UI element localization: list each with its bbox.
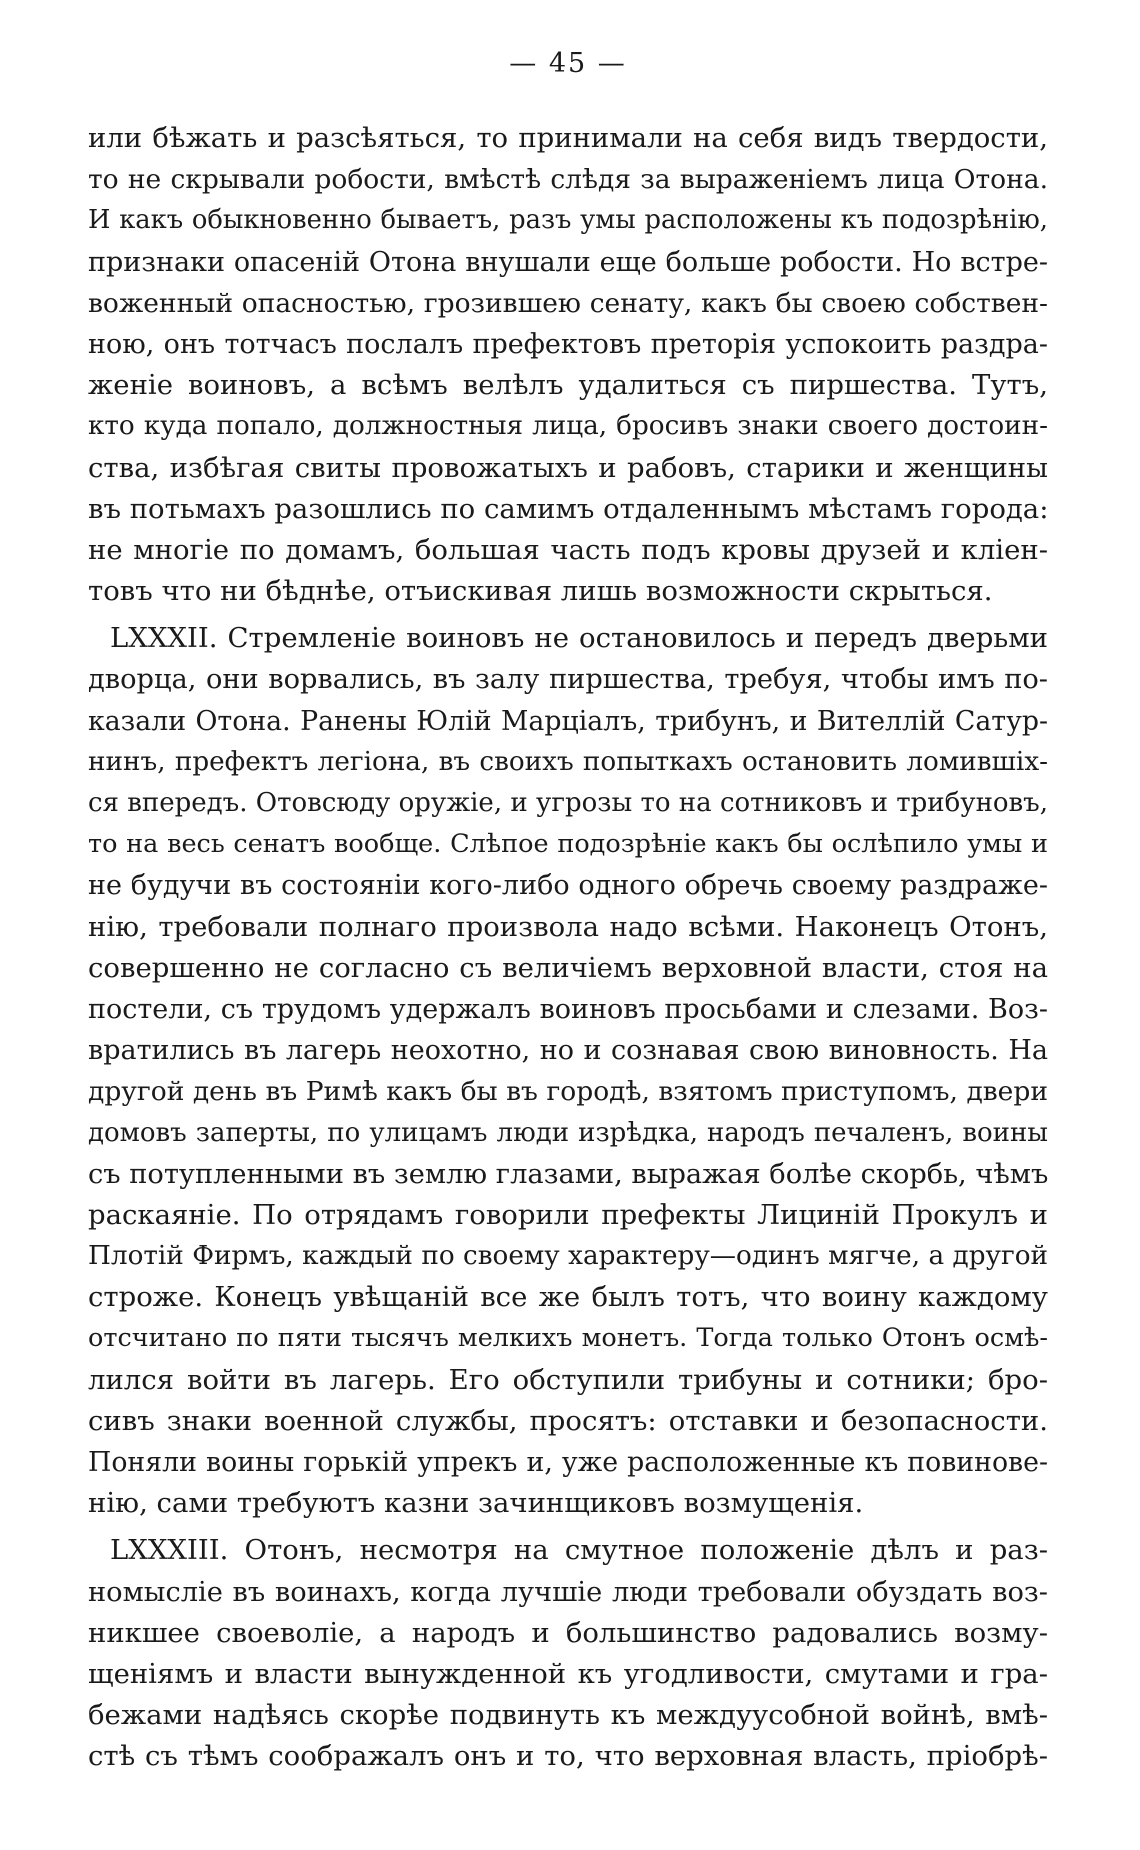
text-line: стѣ съ тѣмъ соображалъ онъ и то, что верховная власть, пріобрѣ- xyxy=(88,1740,1048,1773)
text-line: Поняли воины горькій упрекъ и, уже расположенные къ повинове- xyxy=(88,1447,1048,1478)
book-page xyxy=(88,0,1048,1850)
text-line: Плотій Фирмъ, каждый по своему характеру—одинъ мягче, а другой xyxy=(88,1241,1048,1272)
text-line: воженный опасностью, грозившею сенату, какъ бы своею собствен- xyxy=(88,287,1048,319)
text-line: раскаяніе. По отрядамъ говорили префекты Лициній Прокулъ и xyxy=(88,1198,1048,1231)
section-lxxxiii-start: LXXXIII. Отонъ, несмотря на смутное положеніе дѣлъ и раз- xyxy=(110,1534,1048,1567)
section-lxxxii-start: LXXXII. Стремленіе воиновъ не остановилось и передъ дверьми xyxy=(110,622,1048,655)
text-line: бежами надѣясь скорѣе подвинуть къ междуусобной войнѣ, вмѣ- xyxy=(88,1699,1048,1732)
text-line: въ потьмахъ разошлись по самимъ отдаленнымъ мѣстамъ города: xyxy=(88,492,1048,525)
text-line: строже. Конецъ увѣщаній все же былъ тотъ, что воину каждому xyxy=(88,1281,1048,1314)
text-line: не многіе по домамъ, большая часть подъ кровы друзей и кліен- xyxy=(88,533,1048,566)
text-line: то не скрывали робости, вмѣстѣ слѣдя за выраженіемъ лица Отона. xyxy=(88,164,1048,196)
text-line: дворца, они ворвались, въ залу пиршества, требуя, чтобы имъ по- xyxy=(88,664,1048,696)
text-line: щеніямъ и власти вынужденной къ угодливости, смутами и гра- xyxy=(88,1657,1048,1690)
text-line: номысліе въ воинахъ, когда лучшіе люди требовали обуздать воз- xyxy=(88,1576,1048,1608)
text-line: домовъ заперты, по улицамъ люди изрѣдка, народъ печаленъ, воины xyxy=(88,1117,1048,1148)
text-line: или бѣжать и разсѣяться, то принимали на себя видъ твердости, xyxy=(88,122,1048,154)
text-line: отсчитано по пяти тысячъ мелкихъ монетъ. Тогда только Отонъ осмѣ- xyxy=(88,1323,1048,1354)
text-line: съ потупленными въ землю глазами, выражая болѣе скорбь, чѣмъ xyxy=(88,1158,1048,1190)
text-line: нію, сами требуютъ казни зачинщиковъ возмущенія. xyxy=(88,1487,864,1520)
text-line: нинъ, префектъ легіона, въ своихъ попыткахъ остановить ломившіх- xyxy=(88,746,1048,777)
text-line: не будучи въ состояніи кого-либо одного обречь своему раздраже- xyxy=(88,870,1048,902)
text-line: признаки опасеній Отона внушали еще больше робости. Но встре- xyxy=(88,246,1048,278)
text-line: то на весь сенатъ вообще. Слѣпое подозрѣніе какъ бы ослѣпило умы и xyxy=(88,829,1048,860)
text-line: нію, требовали полнаго произвола надо всѣми. Наконецъ Отонъ, xyxy=(88,910,1048,943)
text-line: ною, онъ тотчасъ послалъ префектовъ преторія успокоить раздра- xyxy=(88,328,1048,360)
text-line: лился войти въ лагерь. Его обступили трибуны и сотники; бро- xyxy=(88,1363,1048,1396)
text-line: никшее своеволіе, а народъ и большинство радовались возму- xyxy=(88,1616,1048,1649)
text-line: постели, съ трудомъ удержалъ воиновъ просьбами и слезами. Воз- xyxy=(88,993,1048,1025)
text-line: другой день въ Римѣ какъ бы въ городѣ, взятомъ приступомъ, двери xyxy=(88,1076,1048,1108)
text-line: сивъ знаки военной службы, просятъ: отставки и безопасности. xyxy=(88,1404,1048,1437)
text-line: казали Отона. Ранены Юлій Марціалъ, трибунъ, и Вителлій Сатур- xyxy=(88,705,1048,737)
body-text xyxy=(88,118,1048,1778)
page-number: — 45 — xyxy=(509,48,627,79)
text-line: товъ что ни бѣднѣе, отъискивая лишь возможности скрыться. xyxy=(88,575,993,608)
text-line: ства, избѣгая свиты провожатыхъ и рабовъ, старики и женщины xyxy=(88,451,1048,484)
text-line: вратились въ лагерь неохотно, но и сознавая свою виновность. На xyxy=(88,1035,1048,1067)
text-line: ся впередъ. Отовсюду оружіе, и угрозы то на сотниковъ и трибуновъ, xyxy=(88,788,1048,818)
text-line: кто куда попало, должностныя лица, бросивъ знаки своего достоин- xyxy=(88,411,1048,442)
text-line: И какъ обыкновенно бываетъ, разъ умы расположены къ подозрѣнію, xyxy=(88,205,1048,236)
text-line: совершенно не согласно съ величіемъ верховной власти, стоя на xyxy=(88,951,1048,984)
text-line: женіе воиновъ, а всѣмъ велѣлъ удалиться съ пиршества. Тутъ, xyxy=(88,369,1048,402)
